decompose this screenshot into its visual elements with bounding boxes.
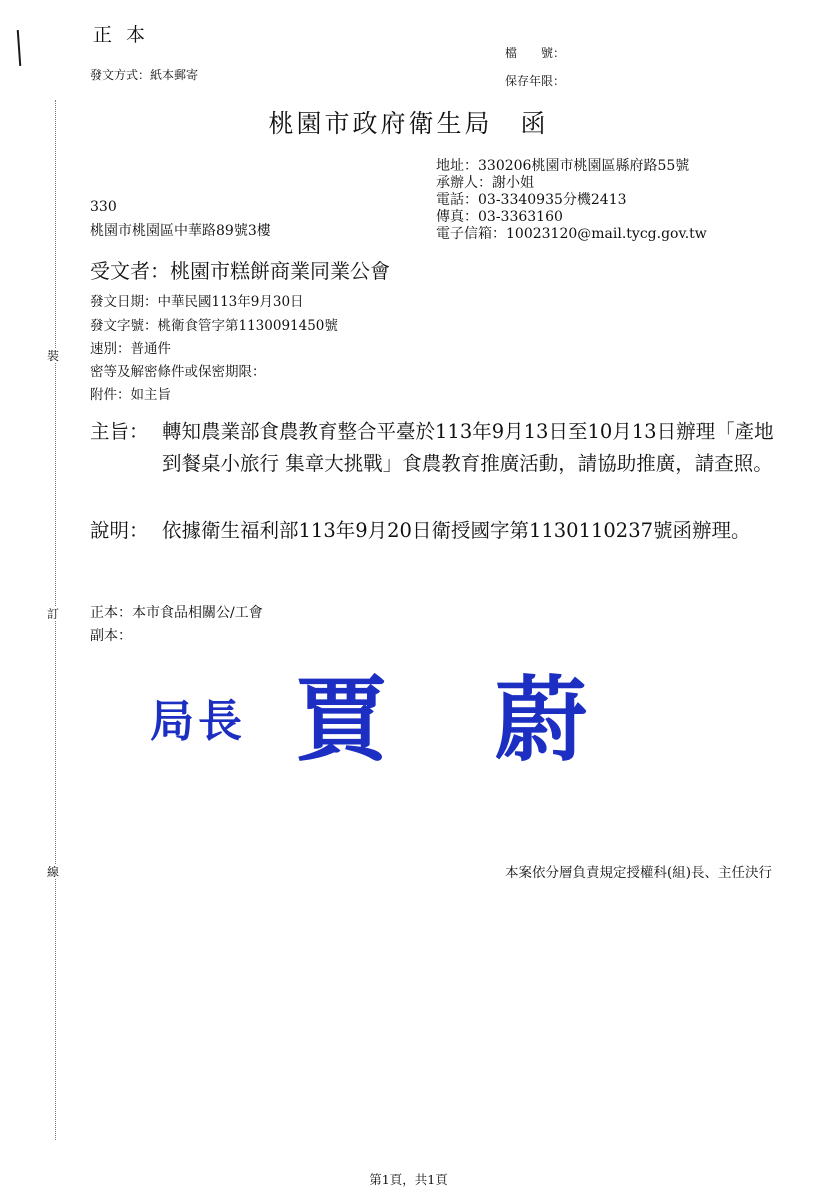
- subject-label: 主旨：: [90, 420, 149, 443]
- sender-info: [436, 158, 707, 243]
- original-recipients: 正本：本市食品相關公/工會: [90, 605, 263, 621]
- attachment: 附件：如主旨: [90, 387, 171, 403]
- seal-name-char-2: 蔚: [495, 666, 588, 774]
- send-method: 發文方式：紙本郵寄: [90, 68, 199, 82]
- seal-title: 局長: [150, 696, 246, 747]
- document-number: 發文字號：桃衛食管字第1130091450號: [90, 318, 338, 334]
- seal-name-char-1: 賈: [295, 666, 388, 774]
- sender-email: 電子信箱：10023120@mail.tycg.gov.tw: [436, 226, 707, 242]
- explanation-label: 說明：: [90, 519, 149, 542]
- secrecy-level: 密等及解密條件或保密期限：: [90, 364, 266, 380]
- sender-fax: 傳真：03-3363160: [436, 209, 563, 225]
- document-type: 函: [520, 109, 549, 138]
- subject-text: 轉知農業部食農教育整合平臺於113年9月13日至10月13日辦理「產地到餐桌小旅行 集章大挑戰」食農教育推廣活動，請協助推廣，請查照。: [162, 420, 774, 475]
- recipient-zip: 330: [90, 199, 117, 215]
- issue-date: 發文日期：中華民國113年9月30日: [90, 294, 304, 310]
- copy-recipients: 副本：: [90, 628, 132, 644]
- copy-type: 正本: [93, 24, 160, 46]
- sender-contact: 承辦人：謝小姐: [436, 175, 534, 191]
- explanation-text: 依據衛生福利部113年9月20日衛授國字第1130110237號函辦理。: [162, 519, 751, 542]
- retention-period: 保存年限：: [505, 74, 566, 88]
- recipient-address: 桃園市桃園區中華路89號3樓: [90, 223, 271, 239]
- binding-mark-middle: 訂: [47, 607, 60, 621]
- speed-classification: 速別：普通件: [90, 341, 171, 357]
- archive-number: 檔 號：: [505, 46, 566, 60]
- explanation-paragraph: [90, 515, 790, 547]
- sender-address: 地址：330206桃園市桃園區縣府路55號: [436, 158, 690, 174]
- binding-mark-bottom: 線: [47, 865, 60, 879]
- agency-name: 桃園市政府衛生局: [268, 109, 493, 138]
- authority-statement: 本案依分層負責規定授權科(組)長、主任決行: [504, 865, 772, 881]
- binding-mark-top: 裝: [47, 349, 60, 363]
- sender-phone: 電話：03-3340935分機2413: [436, 192, 627, 208]
- subject-paragraph: [90, 416, 790, 480]
- scan-mark: [17, 30, 22, 66]
- document-title: [0, 104, 817, 140]
- page-number: 第1頁，共1頁: [369, 1172, 448, 1187]
- recipient-label: 受文者：桃園市糕餅商業同業公會: [90, 259, 390, 283]
